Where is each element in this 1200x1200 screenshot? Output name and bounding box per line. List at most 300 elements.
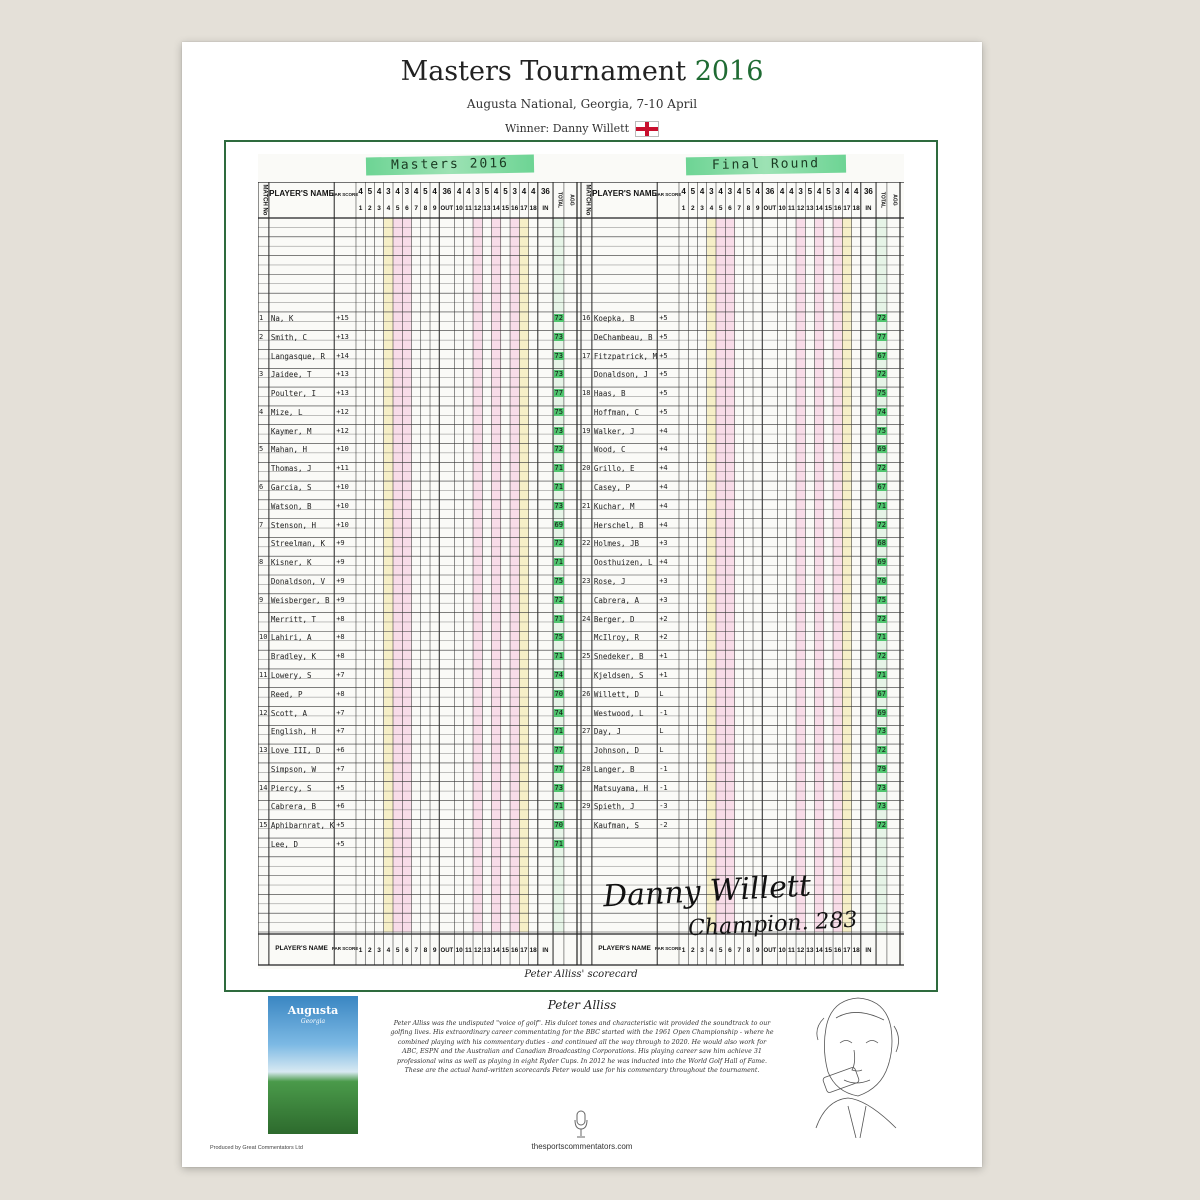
footer-hole-number: 12	[797, 947, 805, 954]
par-score: +6	[336, 802, 345, 811]
footer-hole-number: 1	[681, 947, 686, 954]
hole-number: 13	[806, 205, 814, 212]
player-name: Cabrera, B	[270, 802, 317, 812]
player-name: Kisner, K	[270, 558, 312, 568]
footer-hole-number: 8	[746, 947, 751, 954]
player-name: Streelman, K	[270, 539, 326, 549]
par-value: 5	[826, 187, 831, 196]
header-agg: AGG	[568, 194, 575, 206]
player-name: Koepka, B	[593, 313, 635, 323]
hole-number: 4	[709, 205, 714, 212]
player-name: Watson, B	[270, 501, 312, 511]
footer-hole-number: 7	[414, 947, 418, 954]
player-name: Holmes, JB	[593, 539, 640, 549]
round-total: 73	[554, 783, 563, 792]
player-name: Donaldson, V	[270, 577, 326, 586]
player-name: Langer, B	[593, 764, 635, 774]
player-name: Mahan, H	[270, 445, 307, 455]
player-name: Smith, C	[270, 332, 307, 342]
travel-subtitle: Georgia	[300, 1018, 326, 1025]
par-score: +4	[659, 445, 668, 454]
round-total: 67	[877, 483, 886, 492]
hole-number: 3	[700, 205, 704, 212]
hole-number: 2	[691, 205, 695, 212]
player-name: Herschel, B	[593, 520, 644, 530]
player-name: Thomas, J	[270, 464, 312, 474]
par-value: 4	[376, 187, 382, 196]
par-value: 3	[727, 187, 733, 196]
footer-out: OUT	[440, 948, 454, 954]
hole-number: 17	[520, 205, 528, 212]
par-in: 36	[863, 187, 873, 196]
par-value: 4	[521, 187, 527, 196]
footer-hole-number: 6	[728, 947, 732, 954]
footer-hole-number: 8	[423, 947, 428, 954]
par-value: 5	[503, 187, 508, 196]
player-name: Casey, P	[593, 483, 630, 493]
footer-par-score: PAR SCORE	[654, 946, 682, 951]
match-number: 2	[259, 332, 264, 341]
round-total: 71	[877, 670, 886, 679]
hole-number: 11	[464, 205, 472, 212]
england-flag-icon	[635, 121, 659, 137]
hole-number: 8	[746, 205, 751, 212]
player-name: Cabrera, A	[593, 595, 640, 605]
hole-number: 10	[455, 205, 463, 212]
score-sheet	[258, 182, 904, 967]
par-score: +15	[336, 313, 349, 322]
par-value: 3	[835, 187, 840, 196]
hole-number: 10	[778, 205, 786, 212]
match-number: 26	[582, 689, 591, 698]
match-number: 28	[582, 764, 591, 773]
par-value: 3	[404, 187, 410, 196]
match-number: 7	[259, 520, 264, 529]
player-name: Langasque, R	[270, 351, 326, 361]
hole-number: 8	[423, 205, 428, 212]
par-value: 4	[718, 187, 723, 196]
round-total: 71	[554, 614, 563, 623]
par-value: 4	[816, 187, 822, 196]
par-score: +3	[659, 539, 668, 548]
round-total: 69	[554, 520, 563, 529]
par-score: +5	[336, 840, 345, 849]
par-score: +13	[336, 389, 349, 398]
scorecard-caption: Peter Alliss' scorecard	[524, 969, 638, 980]
round-total: 68	[877, 539, 886, 548]
bio-title: Peter Alliss	[547, 998, 617, 1012]
hole-number: 6	[728, 205, 732, 212]
footer-hole-number: 13	[806, 947, 814, 954]
scorecard-frame	[224, 140, 938, 992]
par-score: +9	[336, 595, 345, 604]
score-grid	[258, 182, 904, 967]
footer-out: OUT	[763, 948, 777, 954]
round-total: 72	[877, 614, 886, 623]
par-value: 3	[386, 187, 391, 196]
par-value: 4	[395, 187, 400, 196]
hole-number: 18	[852, 205, 860, 212]
player-name: Johnson, D	[593, 746, 640, 756]
round-total: 74	[877, 407, 886, 416]
round-total: 73	[877, 783, 886, 792]
par-score: -3	[659, 802, 668, 811]
header-total: TOTAL	[879, 191, 886, 209]
footer-in: IN	[865, 948, 872, 954]
banner-left: Masters 2016	[366, 155, 534, 176]
hole-number: 17	[843, 205, 851, 212]
round-total: 72	[554, 595, 563, 604]
player-name: Scott, A	[270, 708, 307, 718]
footer-hole-number: 1	[358, 947, 363, 954]
par-score: +8	[336, 633, 345, 642]
round-total: 74	[554, 708, 563, 717]
round-total: 77	[877, 332, 886, 341]
match-number: 5	[259, 445, 264, 454]
par-score: +5	[336, 821, 345, 830]
round-total: 69	[877, 445, 886, 454]
par-score: +2	[659, 614, 668, 623]
par-score: +5	[659, 389, 668, 398]
player-name: Weisberger, B	[270, 595, 330, 605]
footer-hole-number: 2	[368, 947, 372, 954]
par-value: 3	[709, 187, 714, 196]
par-score: +3	[659, 595, 668, 604]
website: thesportscommentators.com	[531, 1142, 633, 1151]
footer-hole-number: 5	[718, 947, 723, 954]
match-number: 6	[259, 483, 264, 492]
player-name: Haas, B	[593, 389, 626, 399]
hole-number: 6	[405, 205, 409, 212]
par-out: 36	[765, 187, 775, 196]
footer-hole-number: 18	[529, 947, 537, 954]
round-total: 73	[554, 370, 563, 379]
augusta-travel-poster	[268, 996, 358, 1134]
par-score: +5	[659, 351, 668, 360]
footer-hole-number: 3	[377, 947, 381, 954]
par-score: +7	[336, 764, 345, 773]
signature-note: Champion. 283	[687, 907, 859, 942]
banner-right: Final Round	[686, 155, 846, 176]
footer-hole-number: 10	[455, 947, 463, 954]
poster-winner	[182, 121, 982, 137]
player-name: English, H	[270, 727, 317, 737]
header-player-name: PLAYER'S NAME	[592, 189, 657, 198]
par-out: 36	[442, 187, 452, 196]
round-total: 72	[877, 746, 886, 755]
match-number: 16	[582, 313, 591, 322]
par-score: +4	[659, 483, 668, 492]
player-name: Love III, D	[270, 746, 321, 756]
player-name: Poulter, I	[270, 389, 317, 399]
match-number: 12	[259, 708, 268, 717]
par-score: +6	[336, 746, 345, 755]
par-value: 4	[358, 187, 363, 196]
par-score: +11	[336, 464, 349, 473]
par-value: 3	[798, 187, 803, 196]
par-score: +8	[336, 614, 345, 623]
winner-text: Winner: Danny Willett	[504, 122, 630, 135]
player-name: DeChambeau, B	[593, 332, 653, 342]
par-score: +10	[336, 501, 349, 510]
par-score: +1	[659, 652, 668, 661]
hole-number: 14	[815, 205, 823, 212]
footer-par-score: PAR SCORE	[331, 946, 359, 951]
round-total: 71	[554, 483, 563, 492]
round-total: 77	[554, 746, 563, 755]
match-number: 20	[582, 464, 591, 473]
par-score: L	[659, 727, 664, 736]
player-name: Fitzpatrick, M	[593, 351, 658, 361]
player-name: Kaufman, S	[593, 821, 640, 831]
player-name: Westwood, L	[593, 708, 644, 718]
par-score: +7	[336, 727, 345, 736]
round-total: 72	[877, 821, 886, 830]
player-name: Jaidee, T	[270, 370, 312, 380]
hole-number: 14	[492, 205, 500, 212]
par-value: 4	[456, 187, 462, 196]
hole-number: 12	[797, 205, 805, 212]
match-number: 22	[582, 539, 591, 548]
match-number: 4	[259, 407, 264, 416]
round-total: 72	[554, 539, 563, 548]
par-score: +5	[336, 783, 345, 792]
round-total: 69	[877, 708, 886, 717]
footer-hole-number: 9	[755, 947, 760, 954]
footer-hole-number: 3	[700, 947, 704, 954]
footer-hole-number: 11	[787, 947, 795, 954]
poster-subtitle: Augusta National, Georgia, 7-10 April	[466, 97, 698, 111]
player-name: Piercy, S	[270, 783, 312, 793]
player-name: Walker, J	[593, 426, 635, 436]
player-name: Grillo, E	[593, 464, 635, 474]
round-total: 75	[554, 577, 563, 585]
player-name: Kuchar, M	[593, 501, 635, 511]
par-score: +14	[336, 351, 349, 360]
footer-hole-number: 17	[520, 947, 528, 954]
par-score: +5	[659, 370, 668, 379]
round-total: 70	[877, 577, 886, 585]
round-total: 71	[554, 652, 563, 661]
par-score: +5	[659, 332, 668, 341]
footer-hole-number: 4	[709, 947, 714, 954]
par-score: +3	[659, 577, 668, 585]
header-match: MATCH No	[261, 184, 268, 216]
footer-hole-number: 11	[464, 947, 472, 954]
scorecard	[258, 154, 904, 969]
match-number: 8	[259, 558, 264, 567]
par-score: +9	[336, 558, 345, 567]
par-value: 4	[699, 187, 705, 196]
poster-year: 2016	[694, 56, 764, 87]
match-number: 13	[259, 746, 268, 755]
par-score: +1	[659, 670, 668, 679]
round-total: 73	[554, 351, 563, 360]
match-number: 1	[259, 313, 264, 322]
player-name: Kaymer, M	[270, 426, 312, 436]
hole-number: 7	[414, 205, 418, 212]
player-name: Simpson, W	[270, 764, 317, 774]
player-name: Lee, D	[270, 840, 298, 850]
player-name: Reed, P	[270, 689, 303, 699]
par-value: 4	[466, 187, 471, 196]
player-name: Hoffman, C	[593, 407, 640, 417]
par-value: 5	[367, 187, 373, 196]
footer-hole-number: 12	[474, 947, 482, 954]
footer-player-name: PLAYER'S NAME	[275, 945, 328, 952]
footer-hole-number: 10	[778, 947, 786, 954]
par-value: 4	[853, 187, 859, 196]
par-score: +9	[336, 539, 345, 548]
round-total: 71	[554, 727, 563, 736]
hole-number: 15	[501, 205, 510, 212]
par-score: +13	[336, 370, 349, 379]
round-total: 73	[877, 727, 886, 736]
match-number: 19	[582, 426, 591, 435]
footer-hole-number: 4	[386, 947, 391, 954]
footer-hole-number: 5	[395, 947, 400, 954]
round-total: 71	[554, 802, 563, 811]
par-value: 5	[690, 187, 696, 196]
par-value: 4	[413, 187, 419, 196]
par-score: +2	[659, 633, 668, 642]
player-name: Berger, D	[593, 614, 635, 624]
player-name: Lahiri, A	[270, 633, 312, 643]
match-number: 3	[259, 370, 264, 379]
par-value: 4	[789, 187, 794, 196]
hole-number: 9	[432, 205, 437, 212]
footer-hole-number: 16	[511, 947, 519, 954]
par-value: 4	[736, 187, 742, 196]
bio-text: Peter Alliss was the undisputed "voice of golf". His dulcet tones and characteristic wit provided the soundtrack to our golfing lives. His extraordinary career commentating for the BBC started with the 1961 Open Championship - where he combined playing with his commentary duties - and continued all the way through to 2020. He would also work for ABC, ESPN and the Australian and Canadian Broadcasting Corporations. His playing career saw him achieve 31 professional wins as well as playing in eight Ryder Cups. In 2012 he was inducted into the World Golf Hall of Fame. These are the actual hand-written scorecards Peter would use for his commentary throughout the tournament.	[390, 1020, 774, 1075]
round-total: 72	[877, 520, 886, 529]
header-total: TOTAL	[556, 191, 563, 209]
player-name: Spieth, J	[593, 802, 635, 812]
footer-hole-number: 15	[824, 947, 833, 954]
footer-hole-number: 15	[501, 947, 510, 954]
par-in: 36	[540, 187, 550, 196]
player-name: Na, K	[270, 313, 294, 323]
par-score: -1	[659, 708, 668, 717]
player-name: Aphibarnrat, K	[270, 821, 335, 831]
par-value: 5	[746, 187, 751, 196]
match-number: 17	[582, 351, 591, 360]
player-name: Rose, J	[593, 577, 626, 586]
round-total: 75	[554, 633, 563, 642]
footer-hole-number: 13	[483, 947, 491, 954]
round-total: 72	[877, 313, 886, 322]
peter-alliss-portrait	[796, 988, 916, 1138]
par-score: +7	[336, 670, 345, 679]
par-value: 3	[512, 187, 517, 196]
round-total: 79	[877, 764, 886, 773]
footer-player-name: PLAYER'S NAME	[598, 945, 651, 952]
hole-number: 1	[358, 205, 363, 212]
poster	[182, 42, 982, 1167]
player-name: Day, J	[593, 727, 621, 737]
hole-number: 9	[755, 205, 760, 212]
round-total: 72	[877, 652, 886, 661]
round-total: 67	[877, 689, 886, 698]
par-value: 5	[484, 187, 490, 196]
player-name: Donaldson, J	[593, 370, 649, 380]
header-out: OUT	[440, 206, 454, 212]
player-name: Garcia, S	[270, 483, 312, 493]
par-score: +8	[336, 689, 345, 698]
match-number: 29	[582, 802, 591, 811]
footer-hole-number: 18	[852, 947, 860, 954]
match-number: 9	[259, 595, 264, 604]
player-name: Matsuyama, H	[593, 783, 649, 793]
hole-number: 16	[511, 205, 519, 212]
match-number: 11	[259, 670, 268, 679]
header-in: IN	[542, 206, 549, 212]
par-score: +7	[336, 708, 345, 717]
hole-number: 11	[787, 205, 795, 212]
player-name: Snedeker, B	[593, 652, 644, 662]
round-total: 77	[554, 389, 563, 398]
round-total: 75	[554, 407, 563, 416]
match-number: 23	[582, 577, 591, 585]
par-value: 5	[423, 187, 428, 196]
header-out: OUT	[763, 206, 777, 212]
par-score: -1	[659, 764, 668, 773]
par-score: +5	[659, 313, 668, 322]
player-name: Merritt, T	[270, 614, 317, 624]
hole-number: 16	[834, 205, 842, 212]
hole-number: 5	[395, 205, 400, 212]
round-total: 72	[554, 445, 563, 454]
match-number: 21	[582, 501, 591, 510]
footer-hole-number: 14	[492, 947, 500, 954]
produced-by: Produced by Great Commentators Ltd	[210, 1145, 303, 1151]
footer-hole-number: 9	[432, 947, 437, 954]
par-score: +9	[336, 577, 345, 585]
round-total: 75	[877, 595, 886, 604]
hole-number: 18	[529, 205, 537, 212]
hole-number: 7	[737, 205, 741, 212]
par-value: 4	[432, 187, 437, 196]
round-total: 72	[877, 370, 886, 379]
hole-number: 15	[824, 205, 833, 212]
par-score: +4	[659, 464, 668, 473]
round-total: 75	[877, 426, 886, 435]
player-name: Wood, C	[593, 445, 626, 455]
player-name: McIlroy, R	[593, 633, 640, 643]
header-match: MATCH No	[584, 184, 591, 216]
par-value: 4	[755, 187, 760, 196]
par-score: -1	[659, 783, 668, 792]
footer-in: IN	[542, 948, 549, 954]
round-total: 73	[554, 332, 563, 341]
header-agg: AGG	[891, 194, 898, 206]
par-value: 3	[475, 187, 480, 196]
microphone-icon	[572, 1110, 590, 1140]
signature: Danny Willett	[602, 868, 812, 915]
par-score: L	[659, 689, 664, 698]
par-score: +12	[336, 426, 349, 435]
par-value: 4	[844, 187, 850, 196]
par-value: 4	[681, 187, 686, 196]
par-score: +4	[659, 520, 668, 529]
par-value: 5	[807, 187, 813, 196]
match-number: 10	[259, 633, 268, 642]
poster-title: Masters Tournament 2016	[400, 56, 764, 87]
par-value: 4	[779, 187, 785, 196]
match-number: 15	[259, 821, 268, 830]
match-number: 18	[582, 389, 591, 398]
round-total: 71	[554, 840, 563, 849]
